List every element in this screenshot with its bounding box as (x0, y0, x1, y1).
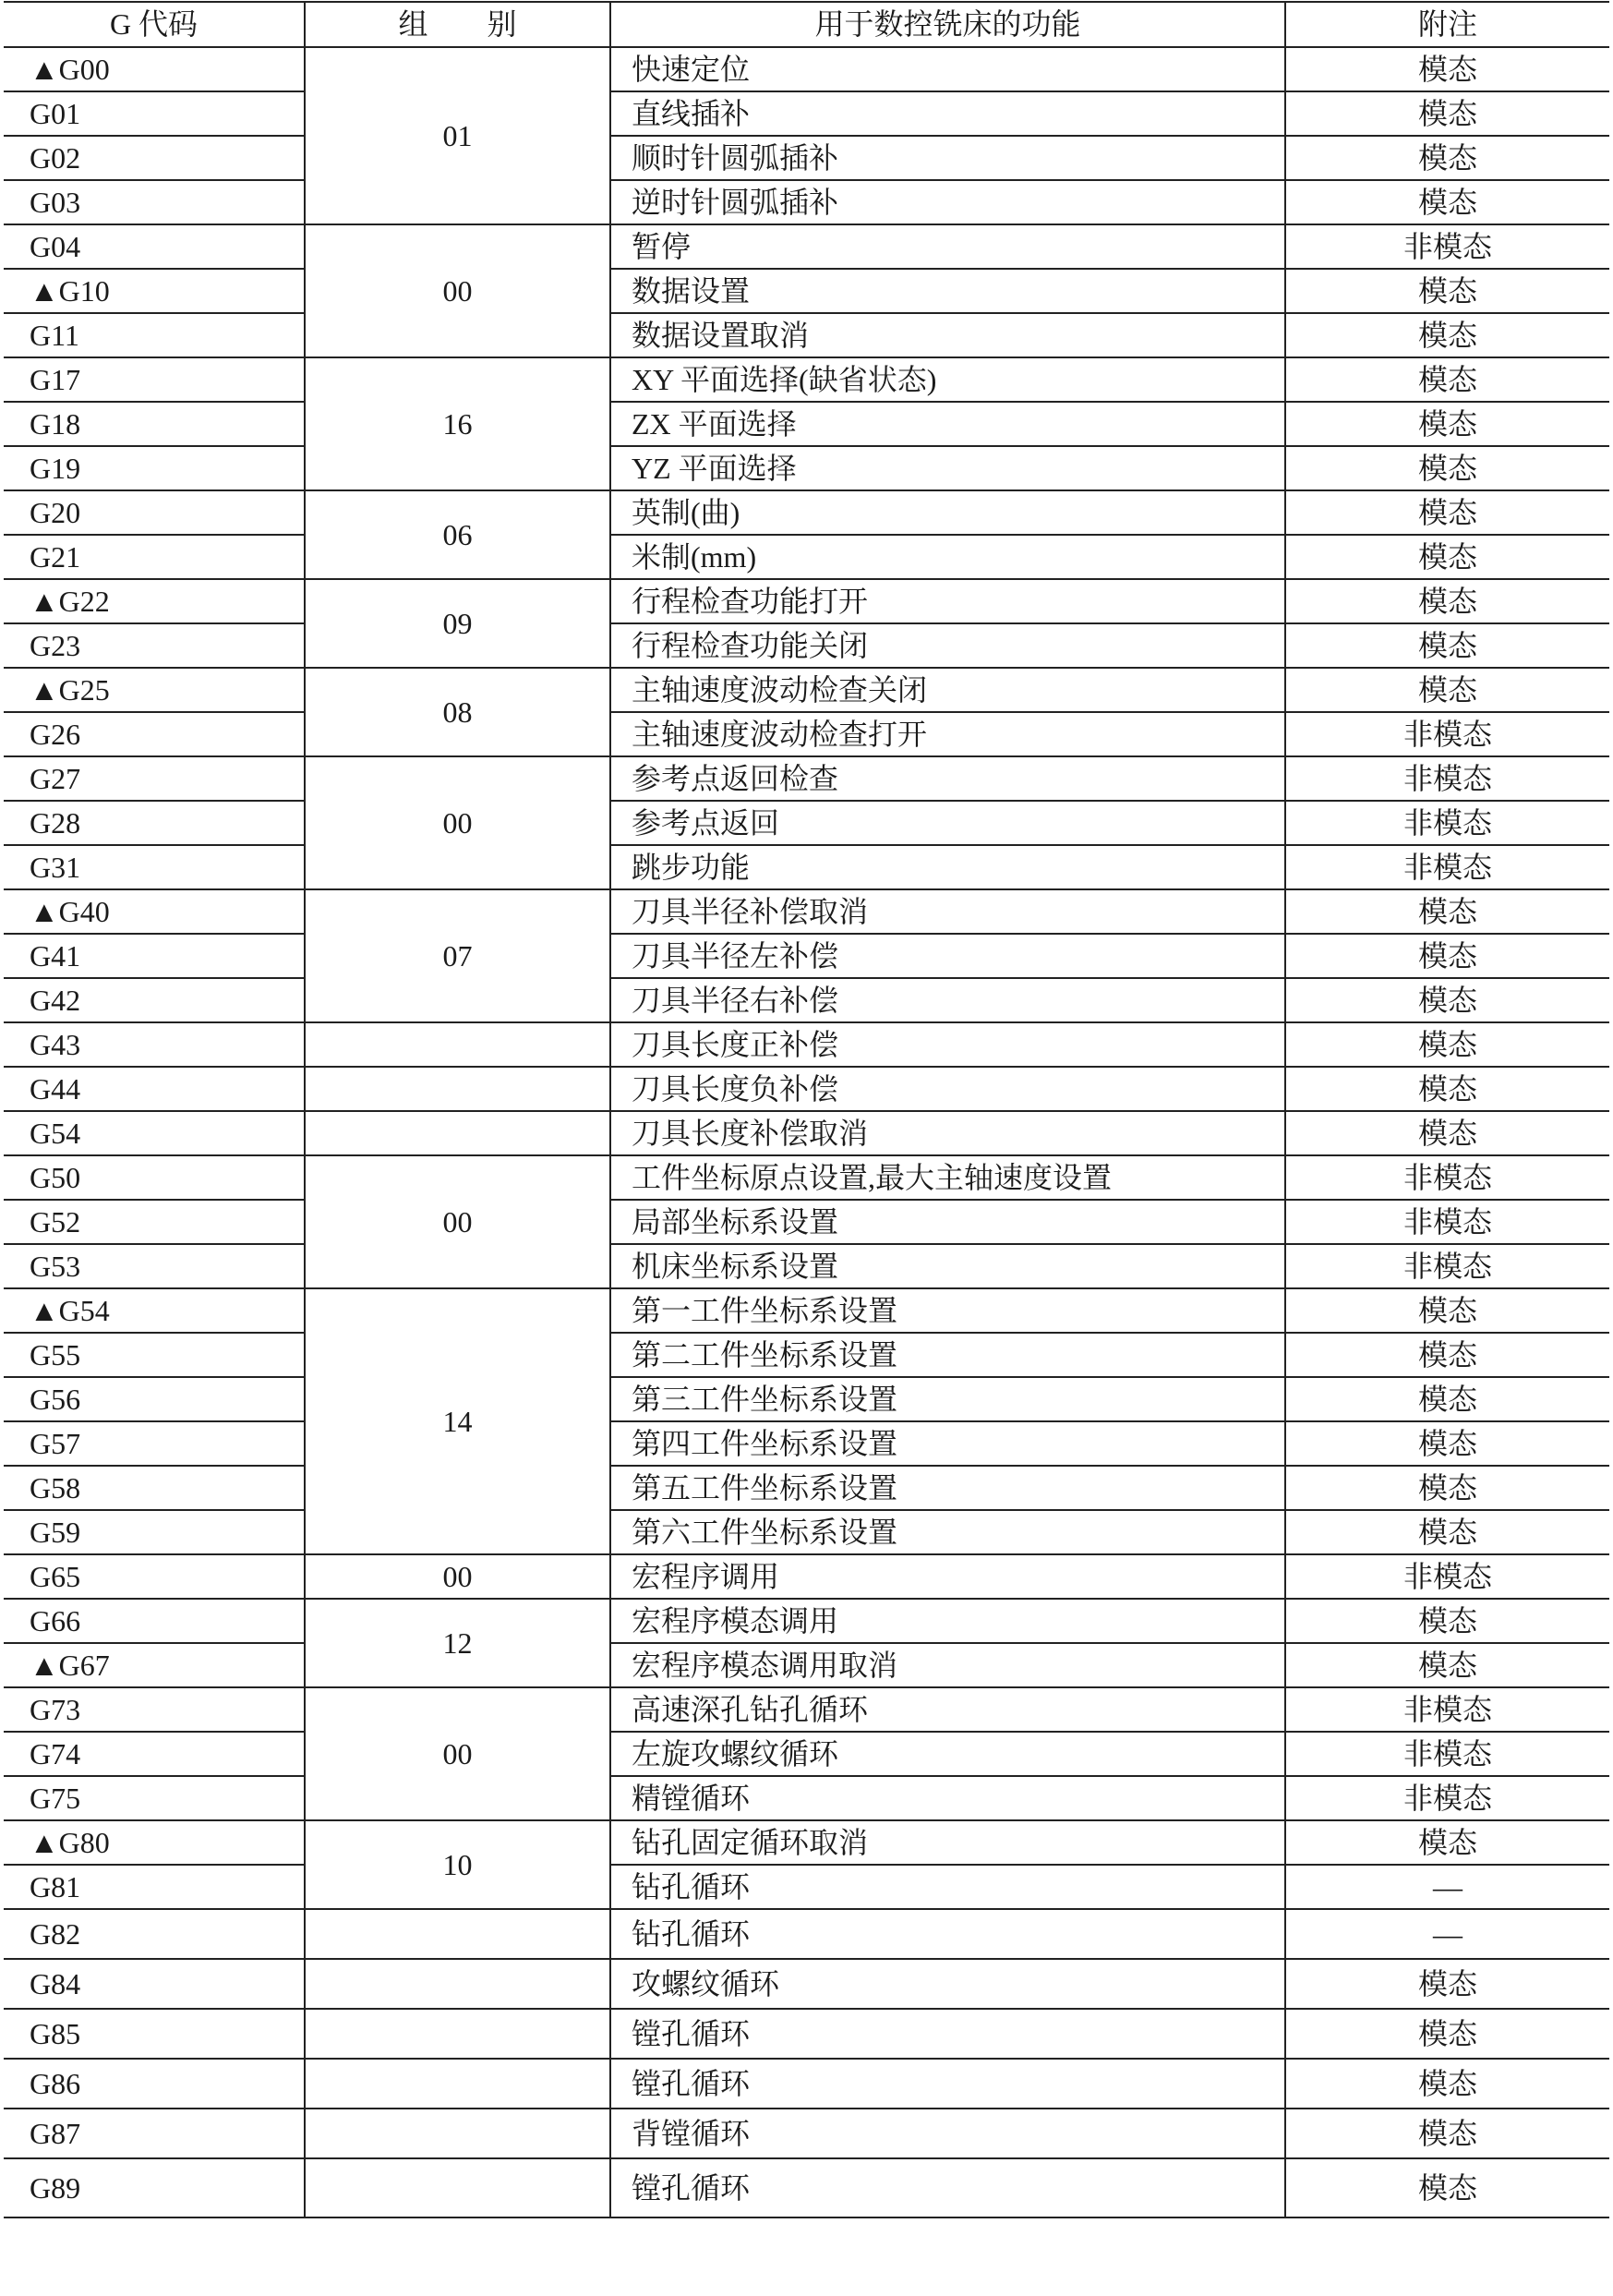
g-code-cell: G31 (4, 845, 305, 889)
table-row (4, 1865, 1609, 1909)
table-row (4, 845, 1609, 889)
function-cell: 镗孔循环 (610, 2009, 1285, 2059)
note-cell: 非模态 (1285, 1776, 1609, 1820)
table-row (4, 446, 1609, 490)
g-code-cell: G42 (4, 978, 305, 1022)
table-row (4, 91, 1609, 136)
function-cell: 数据设置取消 (610, 313, 1285, 357)
note-cell: 非模态 (1285, 1554, 1609, 1599)
function-cell: 第二工件坐标系设置 (610, 1333, 1285, 1377)
g-code-cell: G01 (4, 91, 305, 136)
table-row (4, 357, 1609, 402)
function-cell: 宏程序调用 (610, 1554, 1285, 1599)
table-row (4, 47, 1609, 91)
g-code-table (4, 1, 1609, 2218)
group-cell (305, 2158, 610, 2217)
g-code-cell: G66 (4, 1599, 305, 1643)
g-code-cell: G04 (4, 224, 305, 269)
table-row (4, 1776, 1609, 1820)
table-row (4, 1687, 1609, 1732)
table-body (4, 47, 1609, 2217)
table-row (4, 1155, 1609, 1200)
note-cell: 模态 (1285, 1421, 1609, 1466)
function-cell: 镗孔循环 (610, 2059, 1285, 2109)
note-cell: 模态 (1285, 579, 1609, 623)
table-row (4, 2009, 1609, 2059)
g-code-cell: G87 (4, 2109, 305, 2158)
group-cell: 00 (305, 1687, 610, 1820)
table-row (4, 1599, 1609, 1643)
group-cell: 00 (305, 1554, 610, 1599)
header-code: G 代码 (4, 2, 305, 47)
g-code-cell: G84 (4, 1959, 305, 2009)
function-cell: 快速定位 (610, 47, 1285, 91)
table-row (4, 1643, 1609, 1687)
g-code-cell: G59 (4, 1510, 305, 1554)
note-cell: 非模态 (1285, 801, 1609, 845)
note-cell: 模态 (1285, 1510, 1609, 1554)
note-cell: 模态 (1285, 1466, 1609, 1510)
function-cell: 攻螺纹循环 (610, 1959, 1285, 2009)
note-cell: 非模态 (1285, 1200, 1609, 1244)
table-row (4, 269, 1609, 313)
g-code-cell: G43 (4, 1022, 305, 1067)
table-row (4, 313, 1609, 357)
table-row (4, 579, 1609, 623)
note-cell: 模态 (1285, 1959, 1609, 2009)
table-row (4, 490, 1609, 535)
function-cell: 主轴速度波动检查关闭 (610, 668, 1285, 712)
table-row (4, 1200, 1609, 1244)
function-cell: 刀具长度正补偿 (610, 1022, 1285, 1067)
note-cell: 模态 (1285, 889, 1609, 934)
g-code-cell: ▲G40 (4, 889, 305, 934)
note-cell: 非模态 (1285, 1732, 1609, 1776)
function-cell: 刀具长度负补偿 (610, 1067, 1285, 1111)
group-cell: 16 (305, 357, 610, 490)
function-cell: 第三工件坐标系设置 (610, 1377, 1285, 1421)
note-cell: — (1285, 1865, 1609, 1909)
table-row (4, 1377, 1609, 1421)
function-cell: 左旋攻螺纹循环 (610, 1732, 1285, 1776)
g-code-cell: G53 (4, 1244, 305, 1288)
function-cell: 钻孔循环 (610, 1865, 1285, 1909)
group-cell: 00 (305, 1155, 610, 1288)
g-code-cell: G21 (4, 535, 305, 579)
table-row (4, 934, 1609, 978)
table-row (4, 1909, 1609, 1959)
g-code-cell: G18 (4, 402, 305, 446)
note-cell: 模态 (1285, 1067, 1609, 1111)
table-row (4, 2158, 1609, 2217)
function-cell: 精镗循环 (610, 1776, 1285, 1820)
note-cell: 模态 (1285, 91, 1609, 136)
g-code-cell: G44 (4, 1067, 305, 1111)
function-cell: 背镗循环 (610, 2109, 1285, 2158)
group-cell: 08 (305, 668, 610, 756)
function-cell: 逆时针圆弧插补 (610, 180, 1285, 224)
table-row (4, 2109, 1609, 2158)
note-cell: 模态 (1285, 1643, 1609, 1687)
note-cell: 模态 (1285, 2009, 1609, 2059)
note-cell: 模态 (1285, 357, 1609, 402)
g-code-cell: G55 (4, 1333, 305, 1377)
g-code-cell: G54 (4, 1111, 305, 1155)
g-code-cell: G89 (4, 2158, 305, 2217)
table-row (4, 1732, 1609, 1776)
g-code-cell: G82 (4, 1909, 305, 1959)
g-code-cell: G52 (4, 1200, 305, 1244)
note-cell: 模态 (1285, 1111, 1609, 1155)
table-row (4, 180, 1609, 224)
function-cell: XY 平面选择(缺省状态) (610, 357, 1285, 402)
group-cell: 07 (305, 889, 610, 1022)
note-cell: 模态 (1285, 1599, 1609, 1643)
note-cell: 模态 (1285, 2109, 1609, 2158)
group-cell: 00 (305, 756, 610, 889)
table-row (4, 1111, 1609, 1155)
g-code-cell: G73 (4, 1687, 305, 1732)
function-cell: 宏程序模态调用 (610, 1599, 1285, 1643)
table-row (4, 1959, 1609, 2009)
group-cell (305, 1067, 610, 1111)
g-code-cell: G86 (4, 2059, 305, 2109)
table-row (4, 224, 1609, 269)
function-cell: 米制(mm) (610, 535, 1285, 579)
g-code-cell: G58 (4, 1466, 305, 1510)
g-code-cell: G26 (4, 712, 305, 756)
g-code-cell: ▲G10 (4, 269, 305, 313)
note-cell: 模态 (1285, 47, 1609, 91)
g-code-cell: G27 (4, 756, 305, 801)
g-code-cell: G81 (4, 1865, 305, 1909)
group-cell (305, 2109, 610, 2158)
function-cell: 暂停 (610, 224, 1285, 269)
note-cell: 模态 (1285, 2158, 1609, 2217)
note-cell: 模态 (1285, 1377, 1609, 1421)
note-cell: 模态 (1285, 623, 1609, 668)
g-code-cell: ▲G22 (4, 579, 305, 623)
group-cell (305, 1959, 610, 2009)
g-code-cell: ▲G25 (4, 668, 305, 712)
table-row (4, 978, 1609, 1022)
note-cell: 非模态 (1285, 1687, 1609, 1732)
note-cell: 模态 (1285, 490, 1609, 535)
table-row (4, 623, 1609, 668)
note-cell: 模态 (1285, 313, 1609, 357)
note-cell: 模态 (1285, 978, 1609, 1022)
function-cell: 刀具半径补偿取消 (610, 889, 1285, 934)
g-code-cell: G50 (4, 1155, 305, 1200)
g-code-cell: ▲G54 (4, 1288, 305, 1333)
function-cell: 跳步功能 (610, 845, 1285, 889)
note-cell: 模态 (1285, 1022, 1609, 1067)
group-cell: 00 (305, 224, 610, 357)
group-cell: 12 (305, 1599, 610, 1687)
note-cell: 模态 (1285, 1820, 1609, 1865)
g-code-cell: G74 (4, 1732, 305, 1776)
note-cell: 模态 (1285, 1333, 1609, 1377)
g-code-cell: G23 (4, 623, 305, 668)
function-cell: 刀具半径左补偿 (610, 934, 1285, 978)
table-row (4, 402, 1609, 446)
function-cell: 数据设置 (610, 269, 1285, 313)
function-cell: 局部坐标系设置 (610, 1200, 1285, 1244)
function-cell: 参考点返回检查 (610, 756, 1285, 801)
function-cell: YZ 平面选择 (610, 446, 1285, 490)
function-cell: 参考点返回 (610, 801, 1285, 845)
group-cell: 09 (305, 579, 610, 668)
table-row (4, 1288, 1609, 1333)
header-group: 组 别 (305, 2, 610, 47)
table-row (4, 1022, 1609, 1067)
g-code-cell: G28 (4, 801, 305, 845)
table-row (4, 1554, 1609, 1599)
table-row (4, 712, 1609, 756)
group-cell: 06 (305, 490, 610, 579)
note-cell: 非模态 (1285, 224, 1609, 269)
function-cell: 镗孔循环 (610, 2158, 1285, 2217)
note-cell: 模态 (1285, 136, 1609, 180)
note-cell: 模态 (1285, 1288, 1609, 1333)
g-code-cell: G57 (4, 1421, 305, 1466)
header-note: 附注 (1285, 2, 1609, 47)
function-cell: 主轴速度波动检查打开 (610, 712, 1285, 756)
note-cell: 模态 (1285, 180, 1609, 224)
table-row (4, 2059, 1609, 2109)
table-row (4, 889, 1609, 934)
function-cell: 英制(曲) (610, 490, 1285, 535)
g-code-cell: G75 (4, 1776, 305, 1820)
note-cell: 模态 (1285, 668, 1609, 712)
function-cell: 机床坐标系设置 (610, 1244, 1285, 1288)
g-code-cell: G19 (4, 446, 305, 490)
header-function: 用于数控铣床的功能 (610, 2, 1285, 47)
table-row (4, 756, 1609, 801)
group-cell (305, 1022, 610, 1067)
table-row (4, 136, 1609, 180)
group-cell (305, 2059, 610, 2109)
table-row (4, 1510, 1609, 1554)
function-cell: 直线插补 (610, 91, 1285, 136)
note-cell: — (1285, 1909, 1609, 1959)
table-row (4, 1820, 1609, 1865)
g-code-cell: ▲G80 (4, 1820, 305, 1865)
function-cell: 行程检查功能关闭 (610, 623, 1285, 668)
g-code-cell: ▲G00 (4, 47, 305, 91)
note-cell: 非模态 (1285, 845, 1609, 889)
g-code-cell: ▲G67 (4, 1643, 305, 1687)
function-cell: 第五工件坐标系设置 (610, 1466, 1285, 1510)
group-cell: 14 (305, 1288, 610, 1554)
table-row (4, 1421, 1609, 1466)
function-cell: 刀具长度补偿取消 (610, 1111, 1285, 1155)
function-cell: 顺时针圆弧插补 (610, 136, 1285, 180)
group-cell (305, 1111, 610, 1155)
function-cell: ZX 平面选择 (610, 402, 1285, 446)
g-code-cell: G85 (4, 2009, 305, 2059)
group-cell (305, 1909, 610, 1959)
g-code-cell: G03 (4, 180, 305, 224)
function-cell: 第四工件坐标系设置 (610, 1421, 1285, 1466)
note-cell: 模态 (1285, 2059, 1609, 2109)
function-cell: 第一工件坐标系设置 (610, 1288, 1285, 1333)
function-cell: 钻孔固定循环取消 (610, 1820, 1285, 1865)
table-row (4, 535, 1609, 579)
note-cell: 模态 (1285, 535, 1609, 579)
table-row (4, 1244, 1609, 1288)
g-code-cell: G11 (4, 313, 305, 357)
note-cell: 非模态 (1285, 712, 1609, 756)
note-cell: 非模态 (1285, 1155, 1609, 1200)
function-cell: 第六工件坐标系设置 (610, 1510, 1285, 1554)
function-cell: 高速深孔钻孔循环 (610, 1687, 1285, 1732)
group-cell (305, 2009, 610, 2059)
table-header-row (4, 2, 1609, 47)
note-cell: 非模态 (1285, 756, 1609, 801)
group-cell: 01 (305, 47, 610, 224)
table-row (4, 1466, 1609, 1510)
function-cell: 宏程序模态调用取消 (610, 1643, 1285, 1687)
function-cell: 工件坐标原点设置,最大主轴速度设置 (610, 1155, 1285, 1200)
g-code-cell: G56 (4, 1377, 305, 1421)
note-cell: 非模态 (1285, 1244, 1609, 1288)
g-code-cell: G17 (4, 357, 305, 402)
note-cell: 模态 (1285, 446, 1609, 490)
g-code-cell: G02 (4, 136, 305, 180)
g-code-cell: G20 (4, 490, 305, 535)
table-row (4, 1333, 1609, 1377)
note-cell: 模态 (1285, 402, 1609, 446)
function-cell: 行程检查功能打开 (610, 579, 1285, 623)
g-code-cell: G65 (4, 1554, 305, 1599)
table-row (4, 801, 1609, 845)
note-cell: 模态 (1285, 934, 1609, 978)
g-code-cell: G41 (4, 934, 305, 978)
note-cell: 模态 (1285, 269, 1609, 313)
group-cell: 10 (305, 1820, 610, 1909)
table-row (4, 668, 1609, 712)
function-cell: 刀具半径右补偿 (610, 978, 1285, 1022)
function-cell: 钻孔循环 (610, 1909, 1285, 1959)
table-row (4, 1067, 1609, 1111)
